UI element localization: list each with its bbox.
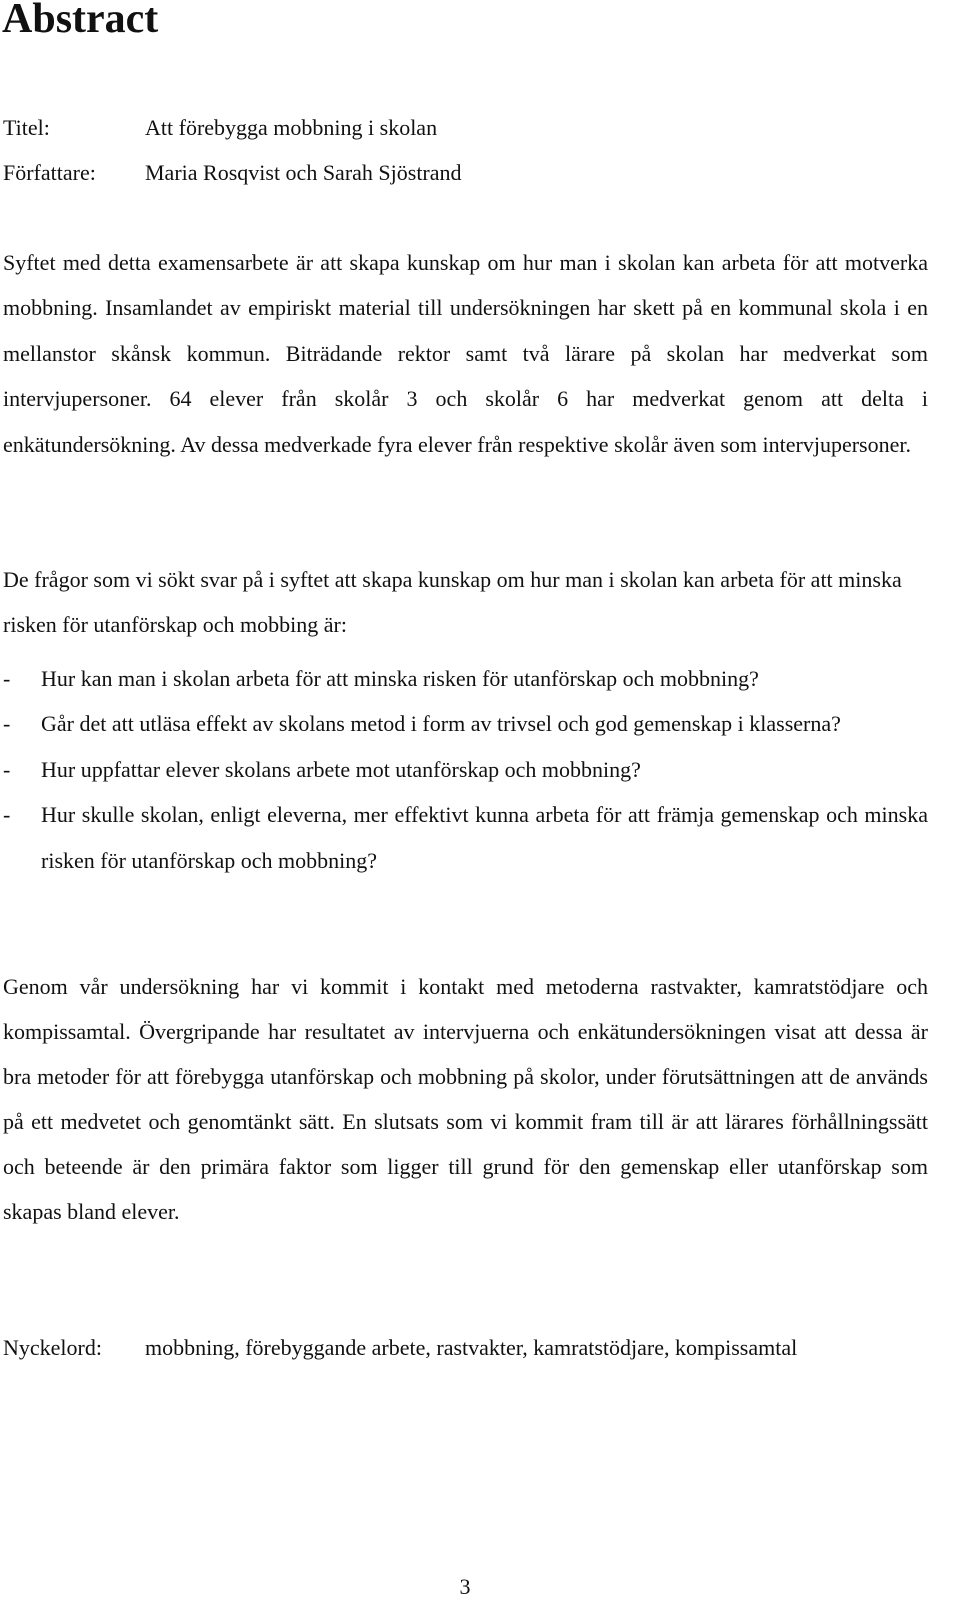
keywords-row bbox=[3, 1334, 797, 1362]
keywords-value: mobbning, förebyggande arbete, rastvakter, kamratstödjare, kompissamtal bbox=[145, 1335, 798, 1360]
authors-row bbox=[3, 160, 462, 186]
keywords-label: Nyckelord: bbox=[3, 1335, 102, 1360]
list-item bbox=[3, 792, 928, 883]
authors-value: Maria Rosqvist och Sarah Sjöstrand bbox=[145, 160, 462, 185]
list-dash: - bbox=[3, 666, 11, 691]
title-label: Titel: bbox=[3, 115, 50, 140]
results-paragraph: Genom vår undersökning har vi kommit i kontakt med metoderna rastvakter, kamratstödjare och kompissamtal. Övergripande har resultatet av intervjuerna och enkätundersökningen visat att dessa är bra metoder för att förebygga utanförskap och mobbning på skolor, under förutsättningen att de används på ett medvetet och genomtänkt sätt. En slutsats som vi kommit fram till är att lärares förhållningssätt och beteende är den primära faktor som ligger till grund för den gemenskap eller utanförskap som skapas bland elever. bbox=[3, 974, 928, 1225]
list-dash: - bbox=[3, 756, 11, 782]
list-item bbox=[3, 701, 928, 746]
list-dash: - bbox=[3, 802, 11, 828]
title-value: Att förebygga mobbning i skolan bbox=[145, 115, 438, 140]
page-number: 3 bbox=[459, 1574, 471, 1599]
authors-label: Författare: bbox=[3, 160, 96, 185]
list-dash: - bbox=[3, 711, 11, 737]
purpose-paragraph: Syftet med detta examensarbete är att skapa kunskap om hur man i skolan kan arbeta för att motverka mobbning. Insamlandet av empiriskt material till undersökningen har skett på en kommunal skola i en mellanstor skånsk kommun. Biträdande rektor samt två lärare på skolan har medverkat som intervjupersoner. 64 elever från skolår 3 och skolår 6 har medverkat genom att delta i enkätundersökning. Av dessa medverkade fyra elever från respektive skolår även som intervjupersoner. bbox=[3, 250, 928, 457]
title-row bbox=[3, 115, 437, 141]
question-text: Går det att utläsa effekt av skolans metod i form av trivsel och god gemenskap i klasserna? bbox=[41, 711, 841, 737]
research-questions-list bbox=[3, 656, 928, 883]
list-item bbox=[3, 747, 928, 792]
questions-intro-paragraph: De frågor som vi sökt svar på i syftet att skapa kunskap om hur man i skolan kan arbeta för att minska risken för utanförskap och mobbing är: bbox=[3, 567, 902, 638]
question-text: Hur kan man i skolan arbeta för att minska risken för utanförskap och mobbning? bbox=[41, 666, 759, 691]
page-heading: Abstract bbox=[2, 0, 159, 42]
list-item bbox=[3, 656, 928, 701]
question-text: Hur uppfattar elever skolans arbete mot utanförskap och mobbning? bbox=[41, 756, 641, 782]
question-text: Hur skulle skolan, enligt eleverna, mer effektivt kunna arbeta för att främja gemenskap och minska risken för utanförskap och mobbning? bbox=[41, 802, 928, 873]
